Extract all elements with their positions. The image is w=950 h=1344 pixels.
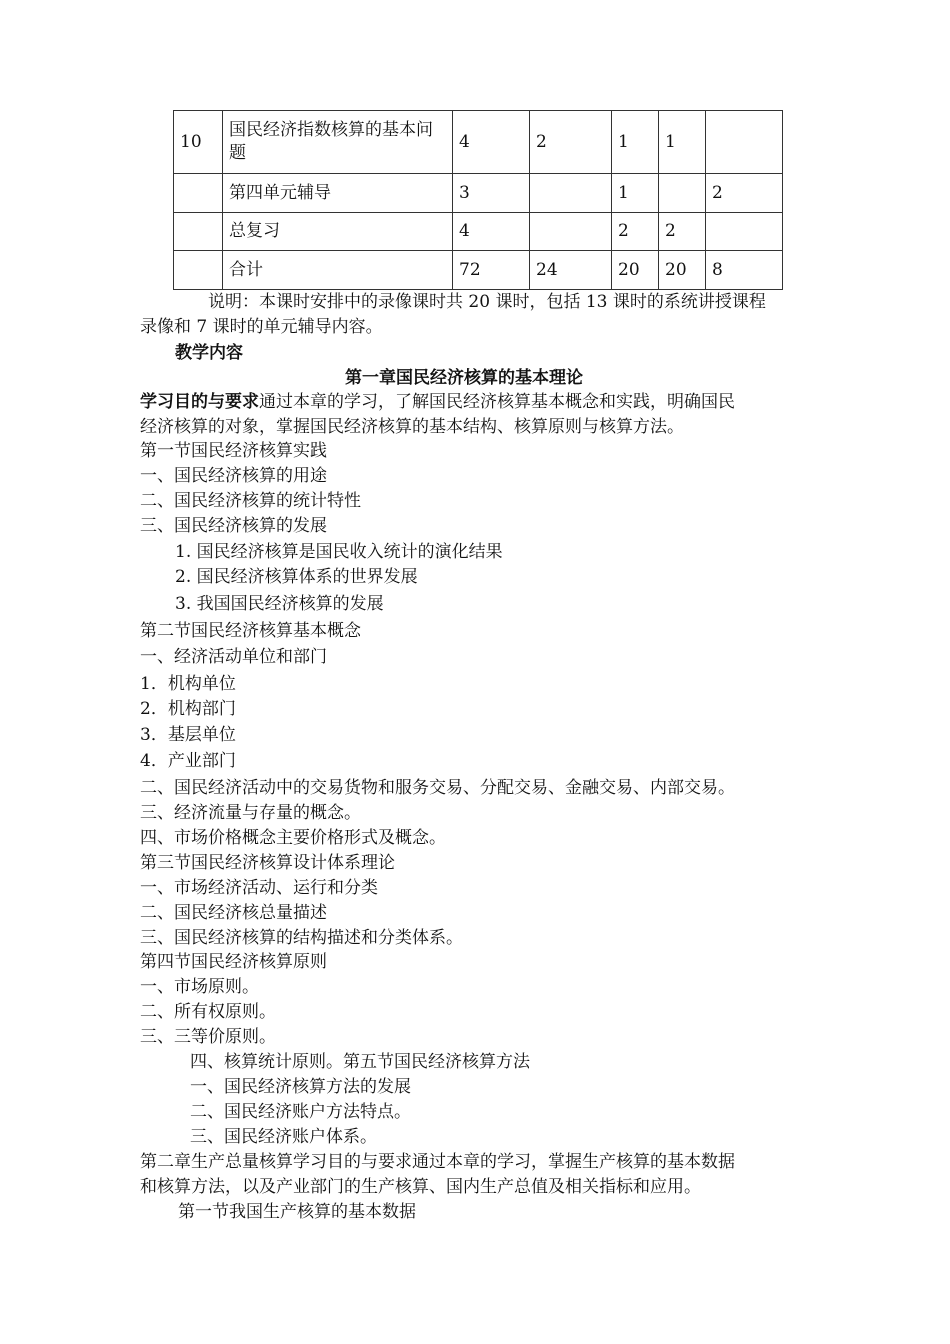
note-line-2: 录像和 7 课时的单元辅导内容。 — [140, 317, 383, 337]
list-item: 三、国民经济核算的结构描述和分类体系。 — [140, 928, 463, 948]
table-cell: 第四单元辅导 — [223, 174, 453, 213]
table-cell: 总复习 — [223, 213, 453, 251]
list-item: 一、市场原则。 — [140, 977, 259, 997]
table-row — [174, 174, 783, 213]
table-cell: 国民经济指数核算的基本问题 — [223, 111, 453, 174]
table-cell: 72 — [453, 251, 530, 290]
list-item: 二、国民经济账户方法特点。 — [190, 1102, 411, 1122]
table-cell: 4 — [453, 111, 530, 174]
table-cell: 2 — [530, 111, 612, 174]
list-item: 2. 国民经济核算体系的世界发展 — [175, 567, 418, 587]
table-cell: 合计 — [223, 251, 453, 290]
table-cell — [174, 251, 223, 290]
table-cell — [174, 213, 223, 251]
table-cell: 24 — [530, 251, 612, 290]
list-item: 二、国民经济核算的统计特性 — [140, 491, 361, 511]
objective-label: 学习目的与要求 — [140, 392, 259, 412]
chapter2-intro: 第二章生产总量核算学习目的与要求通过本章的学习，掌握生产核算的基本数据 — [140, 1152, 735, 1172]
list-item: 二、国民经济核总量描述 — [140, 903, 327, 923]
table-cell — [706, 111, 783, 174]
table-cell — [174, 174, 223, 213]
table-cell: 20 — [612, 251, 659, 290]
table-row — [174, 111, 783, 174]
list-item: 4．产业部门 — [140, 751, 236, 771]
table-cell — [530, 213, 612, 251]
list-item: 四、核算统计原则。第五节国民经济核算方法 — [190, 1052, 530, 1072]
list-item: 四、市场价格概念主要价格形式及概念。 — [140, 828, 446, 848]
list-item: 一、国民经济核算的用途 — [140, 466, 327, 486]
table-cell — [530, 174, 612, 213]
chapter-title: 第一章国民经济核算的基本理论 — [345, 368, 583, 388]
objective-text: 通过本章的学习，了解国民经济核算基本概念和实践，明确国民 — [259, 392, 735, 412]
objective-line-2: 经济核算的对象，掌握国民经济核算的基本结构、核算原则与核算方法。 — [140, 417, 684, 437]
section-title: 第三节国民经济核算设计体系理论 — [140, 853, 395, 873]
table-cell: 1 — [612, 174, 659, 213]
list-item: 一、市场经济活动、运行和分类 — [140, 878, 378, 898]
list-item: 二、所有权原则。 — [140, 1002, 276, 1022]
table-cell: 1 — [659, 111, 706, 174]
section-title: 第四节国民经济核算原则 — [140, 952, 327, 972]
table-cell: 2 — [612, 213, 659, 251]
table-cell: 2 — [706, 174, 783, 213]
section-title: 第一节国民经济核算实践 — [140, 441, 327, 461]
course-hours-table — [173, 110, 783, 290]
table-cell: 2 — [659, 213, 706, 251]
table-row — [174, 213, 783, 251]
list-item: 三、经济流量与存量的概念。 — [140, 803, 361, 823]
section-title: 第二节国民经济核算基本概念 — [140, 621, 361, 641]
table-cell — [706, 213, 783, 251]
table-cell: 20 — [659, 251, 706, 290]
list-item: 2．机构部门 — [140, 699, 236, 719]
objective-paragraph — [140, 390, 735, 414]
list-item: 三、三等价原则。 — [140, 1027, 276, 1047]
list-item: 三、国民经济核算的发展 — [140, 516, 327, 536]
list-item: 1. 国民经济核算是国民收入统计的演化结果 — [175, 542, 503, 562]
table-row — [174, 251, 783, 290]
list-item: 二、国民经济活动中的交易货物和服务交易、分配交易、金融交易、内部交易。 — [140, 778, 735, 798]
chapter2-intro-line-2: 和核算方法，以及产业部门的生产核算、国内生产总值及相关指标和应用。 — [140, 1177, 701, 1197]
table-cell — [659, 174, 706, 213]
table-cell: 10 — [174, 111, 223, 174]
table-cell: 8 — [706, 251, 783, 290]
table-cell: 1 — [612, 111, 659, 174]
list-item: 3. 我国国民经济核算的发展 — [175, 594, 384, 614]
section-title: 第一节我国生产核算的基本数据 — [178, 1202, 416, 1222]
list-item: 一、国民经济核算方法的发展 — [190, 1077, 411, 1097]
section-heading: 教学内容 — [175, 343, 243, 363]
table-cell: 4 — [453, 213, 530, 251]
list-item: 一、经济活动单位和部门 — [140, 647, 327, 667]
note-line-1: 说明：本课时安排中的录像课时共 20 课时，包括 13 课时的系统讲授课程 — [208, 292, 766, 312]
list-item: 三、国民经济账户体系。 — [190, 1127, 377, 1147]
list-item: 1．机构单位 — [140, 674, 236, 694]
list-item: 3．基层单位 — [140, 725, 236, 745]
table-cell: 3 — [453, 174, 530, 213]
